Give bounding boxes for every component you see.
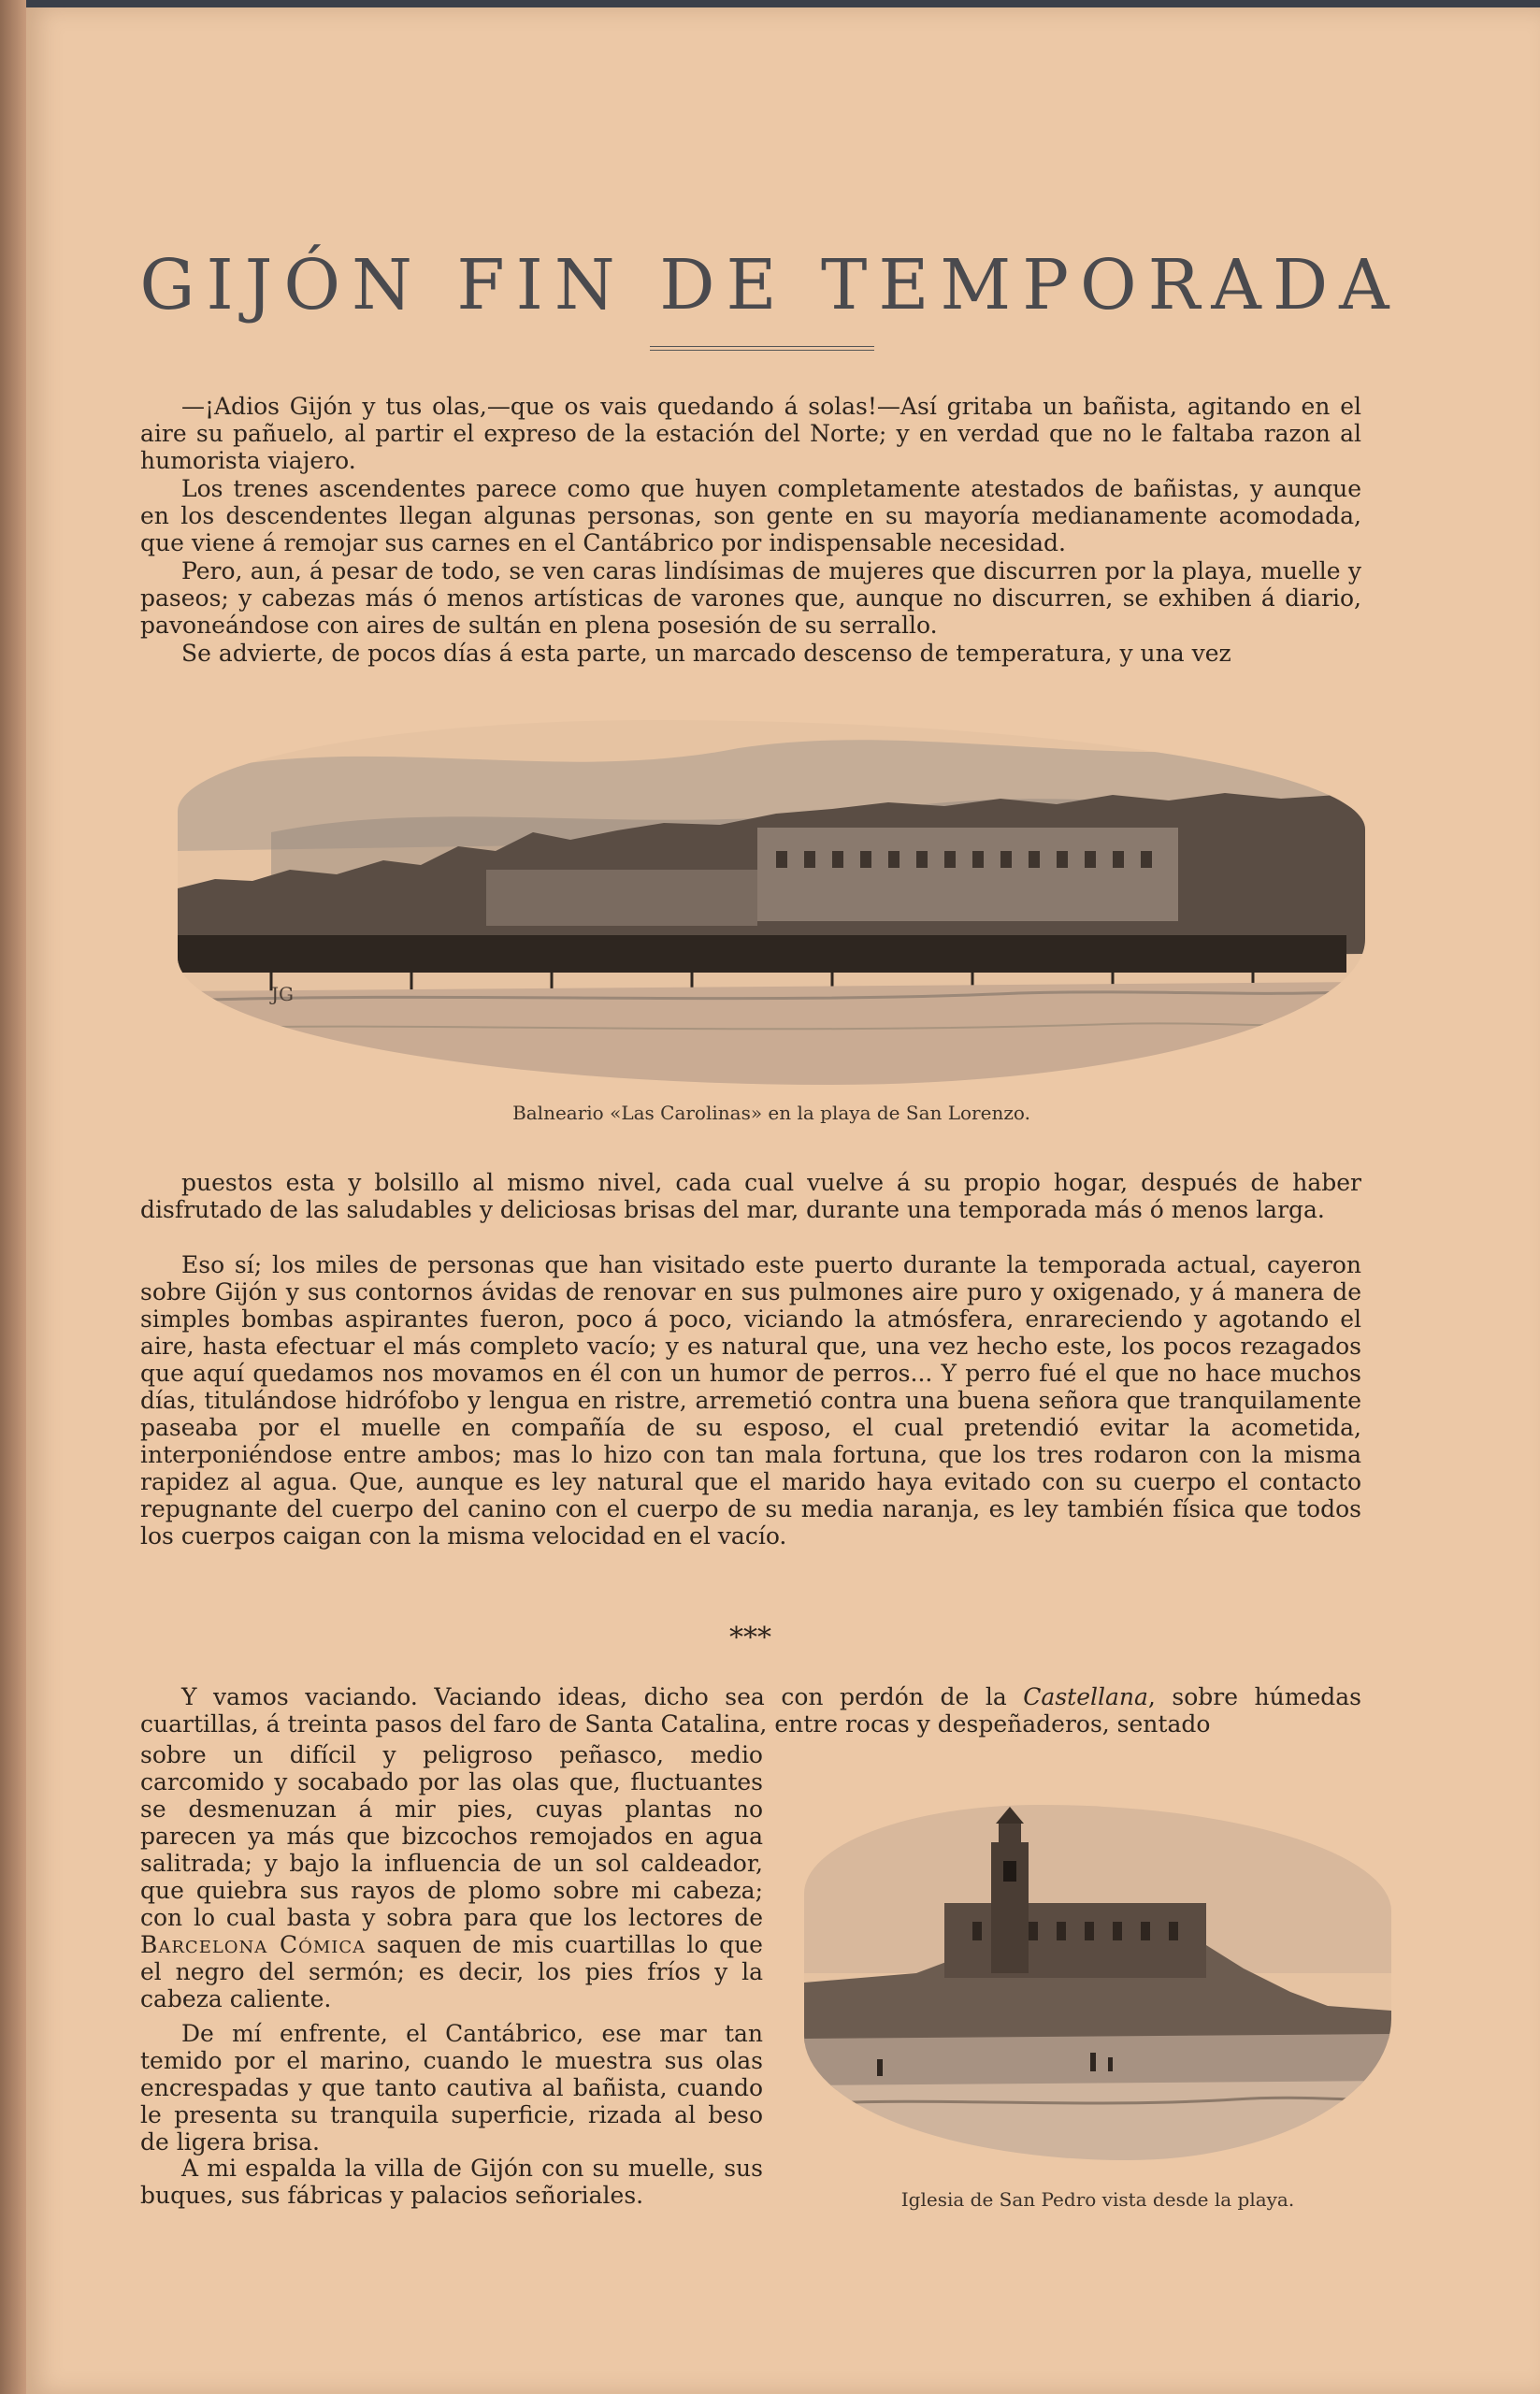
paragraph-5: puestos esta y bolsillo al mismo nivel, cada cual vuelve á su propio hogar, después de haber disfrutado de las saludables y deliciosas brisas del mar, durante una temporada más ó menos larga.: [140, 1169, 1361, 1223]
article-title: GIJÓN FIN DE TEMPORADA: [139, 245, 1401, 325]
paragraph-10: A mi espalda la villa de Gijón con su muelle, sus buques, sus fábricas y palacios señoriales.: [140, 2155, 763, 2209]
paragraph-6: Eso sí; los miles de personas que han visitado este puerto durante la temporada actual, cayeron sobre Gijón y sus contornos ávidas de renovar en sus pulmones aire puro y oxigenado, y á manera de simples bombas aspirantes fueron, poco á poco, viciando la atmósfera, enrareciendo y agotando el aire, hasta efectuar el más completo vacío; y es natural que, una vez hecho este, los pocos rezagados que aquí quedamos nos movamos en él con un humor de perros... Y perro fué el que no hace muchos días, titulándose hidrófobo y lengua en ristre, arremetió contra una buena señora que tranquilamente paseaba por el muelle en compañía de su esposo, el cual pretendió evitar la acometida, interponiéndose entre ambos; mas lo hizo con tan mala fortuna, que los tres rodaron con la misma rapidez al agua. Que, aunque es ley natural que el marido haya evitado con su cuerpo el contacto repugnante del cuerpo del canino con el cuerpo de su media naranja, es ley también física que todos los cuerpos caigan con la misma velocidad en el vacío.: [140, 1251, 1361, 1550]
iglesia-illustration: [804, 1805, 1391, 2160]
balneario-caption: Balneario «Las Carolinas» en la playa de San Lorenzo.: [512, 1102, 1030, 1124]
castellana-italic: Castellana: [1023, 1683, 1148, 1710]
title-underline: [650, 346, 874, 351]
paragraph-9: De mí enfrente, el Cantábrico, ese mar tan temido por el marino, cuando le muestra sus olas encrespadas y que tanto cautiva al bañista, cuando le presenta su tranquila superficie, rizada al beso de ligera brisa.: [140, 2020, 763, 2156]
section-break: ***: [729, 1622, 771, 1654]
barcelona-comica: Barcelona Cómica: [140, 1931, 367, 1958]
book-binding: [0, 0, 26, 2394]
engraver-monogram: JG: [271, 983, 294, 1005]
paragraph-8: [140, 1741, 763, 2012]
iglesia-caption: Iglesia de San Pedro vista desde la playa.: [900, 2188, 1295, 2211]
paragraph-4: Se advierte, de pocos días á esta parte, un marcado descenso de temperatura, y una vez: [181, 640, 1231, 667]
paragraph-8-text-a: sobre un difícil y peligroso peñasco, medio carcomido y socabado por las olas que, fluctuantes se desmenuzan á mir pies, cuyas plantas no parecen ya más que bizcochos remojados en agua salitrada; y bajo la influencia de un sol caldeador, que quiebra sus rayos de plomo sobre mi cabeza; con lo cual basta y sobra para que los lectores de: [140, 1741, 763, 1931]
paragraph-2: Los trenes ascendentes parece como que huyen completamente atestados de bañistas, y aunque en los descendentes llegan algunas personas, son gente en su mayoría medianamente acomodada, que viene á remojar sus carnes en el Cantábrico por indispensable necesidad.: [140, 475, 1361, 556]
paragraph-7: [140, 1683, 1361, 1738]
paragraph-8-text-b: saquen de mis cuartillas lo que el negro del sermón; es decir, los pies fríos y la cabeza caliente.: [140, 1931, 763, 2012]
top-edge: [0, 0, 1540, 7]
paragraph-3: Pero, aun, á pesar de todo, se ven caras lindísimas de mujeres que discurren por la playa, muelle y paseos; y cabezas más ó menos artísticas de varones que, aunque no discurren, se exhiben á diario, pavoneándose con aires de sultán en plena posesión de su serrallo.: [140, 557, 1361, 639]
iglesia-engraving: [804, 1805, 1391, 2160]
balneario-illustration: [178, 720, 1365, 1085]
paragraph-7-text-b: , sobre húmedas cuartillas, á treinta pasos del faro de Santa Catalina, entre rocas y despeñaderos, sentado: [140, 1683, 1361, 1738]
balneario-engraving: [178, 720, 1365, 1085]
paragraph-1: —¡Adios Gijón y tus olas,—que os vais quedando á solas!—Así gritaba un bañista, agitando en el aire su pañuelo, al partir el expreso de la estación del Norte; y en verdad que no le faltaba razon al humorista viajero.: [140, 393, 1361, 474]
paragraph-7-text-a: Y vamos vaciando. Vaciando ideas, dicho sea con perdón de la: [181, 1683, 1024, 1710]
